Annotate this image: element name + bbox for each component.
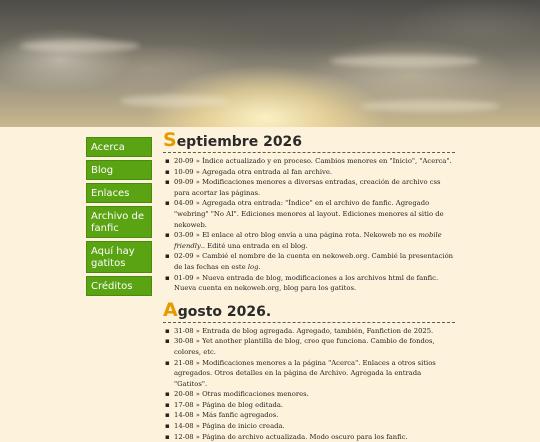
changelog-content (163, 131, 455, 442)
cloud-streak (330, 55, 480, 67)
list-item: ▪ 30-08 » Yet another plantilla de blog, creo que funciona. Cambio de fondos, colores, etc. (163, 336, 455, 357)
cloud-streak (120, 95, 230, 107)
cloud-streak (20, 40, 140, 52)
list-item: ▪ 31-08 » Entrada de blog agregada. Agregado, también, Fanfiction de 2025. (163, 326, 455, 337)
header-banner-sky-image (0, 0, 540, 127)
sidebar-item-gatitos[interactable]: Aquí hay gatitos (86, 241, 152, 273)
list-item: ▪ 10-09 » Agregada otra entrada al fan archive. (163, 167, 455, 178)
entry-text: .. Edité una entrada en el blog. (200, 241, 308, 250)
section-title (163, 131, 455, 153)
list-item (163, 230, 455, 251)
list-item: ▪ 09-09 » Modificaciones menores a diversas entradas, creación de archivo css para acortar las páginas. (163, 177, 455, 198)
title-initial: A (163, 298, 178, 321)
list-item: ▪ 14-08 » Página de inicio creada. (163, 421, 455, 432)
entry-text: . (258, 262, 261, 271)
title-initial: S (163, 129, 177, 151)
sidebar-item-acerca[interactable]: Acerca (86, 137, 152, 157)
cloud-streak (360, 100, 500, 112)
section-agosto (163, 298, 455, 442)
sidebar-nav (86, 137, 152, 299)
section-title (163, 298, 455, 323)
list-item: ▪ 04-09 » Agregada otra entrada: "Índice" en el archivo de fanfic. Agregado "webring" "No AI". Ediciones menores al layout. Ediciones menores al sitio de nekoweb. (163, 198, 455, 230)
sidebar-item-creditos[interactable]: Créditos (86, 276, 152, 296)
title-rest: gosto 2026. (177, 303, 272, 320)
list-item: ▪ 12-08 » Página de archivo actualizada. Modo oscuro para los fanfic. (163, 432, 455, 442)
title-rest: eptiembre 2026 (176, 134, 303, 150)
list-item: ▪ 17-08 » Página de blog editada. (163, 400, 455, 411)
list-item: ▪ 20-08 » Otras modificaciones menores. (163, 389, 455, 400)
entry-list (163, 326, 455, 442)
list-item: ▪ 20-09 » Índice actualizado y en proceso. Cambios menores en "Inicio", "Acerca". (163, 156, 455, 167)
section-septiembre (163, 131, 455, 294)
entry-text: 02-09 » Cambié el nombre de la cuenta en nekoweb.org. Cambié la presentación de las fechas en este (174, 252, 454, 271)
list-item: ▪ 14-08 » Más fanfic agregados. (163, 410, 455, 421)
entry-list (163, 156, 455, 294)
sidebar-item-blog[interactable]: Blog (86, 160, 152, 180)
sidebar-item-archivo-fanfic[interactable]: Archivo de fanfic (86, 206, 152, 238)
entry-emphasis: log (247, 262, 259, 271)
sidebar-item-enlaces[interactable]: Enlaces (86, 183, 152, 203)
list-item: ▪ 01-09 » Nueva entrada de blog, modificaciones a los archivos html de fanfic. Nueva cuenta en nekoweb.org, blog para los gatitos. (163, 273, 455, 294)
list-item (163, 251, 455, 272)
list-item: ▪ 21-08 » Modificaciones menores a la página "Acerca". Enlaces a otros sitios agregados. Otros detalles en la página de Archivo. Agregada la entrada "Gatitos". (163, 358, 455, 390)
entry-emphasis: mobile friendly (174, 231, 442, 250)
entry-text: 03-09 » El enlace al otro blog envía a una página rota. Nekoweb no es (174, 231, 419, 240)
